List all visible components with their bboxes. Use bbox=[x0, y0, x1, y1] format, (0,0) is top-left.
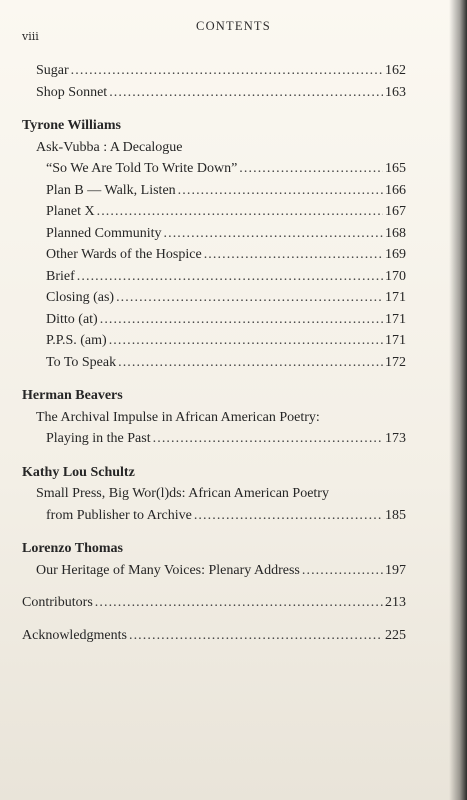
spacer bbox=[22, 581, 406, 592]
toc-entry-title: Acknowledgments bbox=[22, 627, 127, 643]
toc-entry-title: Brief bbox=[46, 268, 75, 284]
toc-entry-title-line bbox=[22, 483, 406, 505]
toc-entry-shop-sonnet bbox=[22, 82, 406, 104]
toc-entry bbox=[22, 158, 406, 180]
toc-entry-title: Planet X bbox=[46, 204, 95, 219]
dot-leader bbox=[77, 266, 383, 288]
dot-leader bbox=[116, 287, 383, 309]
dot-leader bbox=[100, 309, 383, 331]
dot-leader bbox=[204, 244, 383, 266]
toc-entry-title: P.P.S. (am) bbox=[46, 333, 107, 348]
toc-entry-page: 168 bbox=[385, 225, 406, 241]
toc-entry-page: 173 bbox=[385, 431, 406, 446]
toc-entry-sugar bbox=[22, 60, 406, 82]
toc-entry bbox=[22, 223, 406, 245]
toc-entry bbox=[22, 560, 406, 582]
toc-entry bbox=[22, 180, 406, 202]
dot-leader bbox=[302, 560, 383, 582]
toc-entry-page: 165 bbox=[385, 161, 406, 176]
dot-leader bbox=[71, 60, 383, 82]
dot-leader bbox=[97, 201, 383, 223]
page-number: viii bbox=[22, 30, 39, 43]
dot-leader bbox=[95, 592, 383, 614]
toc-entry-title: Plan B — Walk, Listen bbox=[46, 182, 176, 198]
toc-entry-acknowledgments bbox=[22, 625, 406, 647]
toc-entry-page: 166 bbox=[385, 182, 406, 198]
toc-entry-page: 225 bbox=[385, 627, 406, 643]
toc-entry-title: Ditto (at) bbox=[46, 311, 98, 327]
toc-entry-page: 167 bbox=[385, 204, 406, 219]
toc-entry-page: 171 bbox=[385, 311, 406, 327]
toc-entry-title: Sugar bbox=[36, 63, 69, 78]
toc-entry bbox=[22, 309, 406, 331]
toc-entry-title: Other Wards of the Hospice bbox=[46, 247, 202, 262]
running-head: CONTENTS bbox=[196, 19, 271, 33]
dot-leader bbox=[194, 505, 383, 527]
toc-entry bbox=[22, 201, 406, 223]
toc-entry-page: 197 bbox=[385, 562, 406, 578]
dot-leader bbox=[109, 82, 383, 104]
toc-work-title bbox=[22, 137, 406, 159]
toc-entry-page: 169 bbox=[385, 247, 406, 262]
dot-leader bbox=[178, 180, 383, 202]
toc-entry-page: 213 bbox=[385, 595, 406, 610]
author-heading-lorenzo-thomas: Lorenzo Thomas bbox=[22, 541, 123, 556]
dot-leader bbox=[109, 330, 383, 352]
toc-entry-contributors bbox=[22, 592, 406, 614]
toc-entry-title-line bbox=[22, 407, 406, 429]
toc-entry-title: Contributors bbox=[22, 595, 93, 610]
toc-entry-title: Small Press, Big Wor(l)ds: African American Poetry bbox=[36, 486, 329, 501]
toc-entry-title: Shop Sonnet bbox=[36, 84, 108, 100]
toc-entry-title: To To Speak bbox=[46, 354, 117, 370]
toc-entry-page: 162 bbox=[385, 63, 406, 78]
dot-leader bbox=[129, 625, 383, 647]
toc-entry-title: Closing (as) bbox=[46, 290, 115, 305]
dot-leader bbox=[153, 428, 383, 450]
toc-entry-page: 171 bbox=[385, 290, 406, 305]
toc-entry-title: “So We Are Told To Write Down” bbox=[46, 161, 238, 176]
spacer bbox=[22, 614, 406, 625]
dot-leader bbox=[239, 158, 383, 180]
toc-entry bbox=[22, 244, 406, 266]
dot-leader bbox=[164, 223, 384, 245]
toc-entry-title: from Publisher to Archive bbox=[46, 507, 192, 523]
toc-entry-page: 171 bbox=[385, 333, 406, 348]
toc-entry bbox=[22, 287, 406, 309]
toc-entry bbox=[22, 428, 406, 450]
toc-entry bbox=[22, 266, 406, 288]
toc-entry-title: Our Heritage of Many Voices: Plenary Address bbox=[36, 562, 300, 578]
toc-entry bbox=[22, 352, 406, 374]
author-heading-tyrone-williams: Tyrone Williams bbox=[22, 118, 121, 133]
toc-entry-page: 170 bbox=[385, 268, 406, 284]
dot-leader bbox=[118, 352, 383, 374]
toc-entry-title: Playing in the Past bbox=[46, 431, 151, 446]
toc-entry-title: The Archival Impulse in African American Poetry: bbox=[36, 409, 320, 425]
toc-entry-title: Planned Community bbox=[46, 225, 162, 241]
toc-entry-page: 185 bbox=[385, 507, 406, 523]
toc-entry bbox=[22, 330, 406, 352]
table-of-contents bbox=[22, 60, 406, 646]
author-heading-herman-beavers: Herman Beavers bbox=[22, 388, 123, 403]
toc-entry-page: 163 bbox=[385, 84, 406, 100]
toc-entry-page: 172 bbox=[385, 354, 406, 370]
toc-entry bbox=[22, 505, 406, 527]
author-heading-kathy-lou-schultz: Kathy Lou Schultz bbox=[22, 464, 135, 480]
toc-work-label: Ask-Vubba : A Decalogue bbox=[36, 139, 183, 155]
